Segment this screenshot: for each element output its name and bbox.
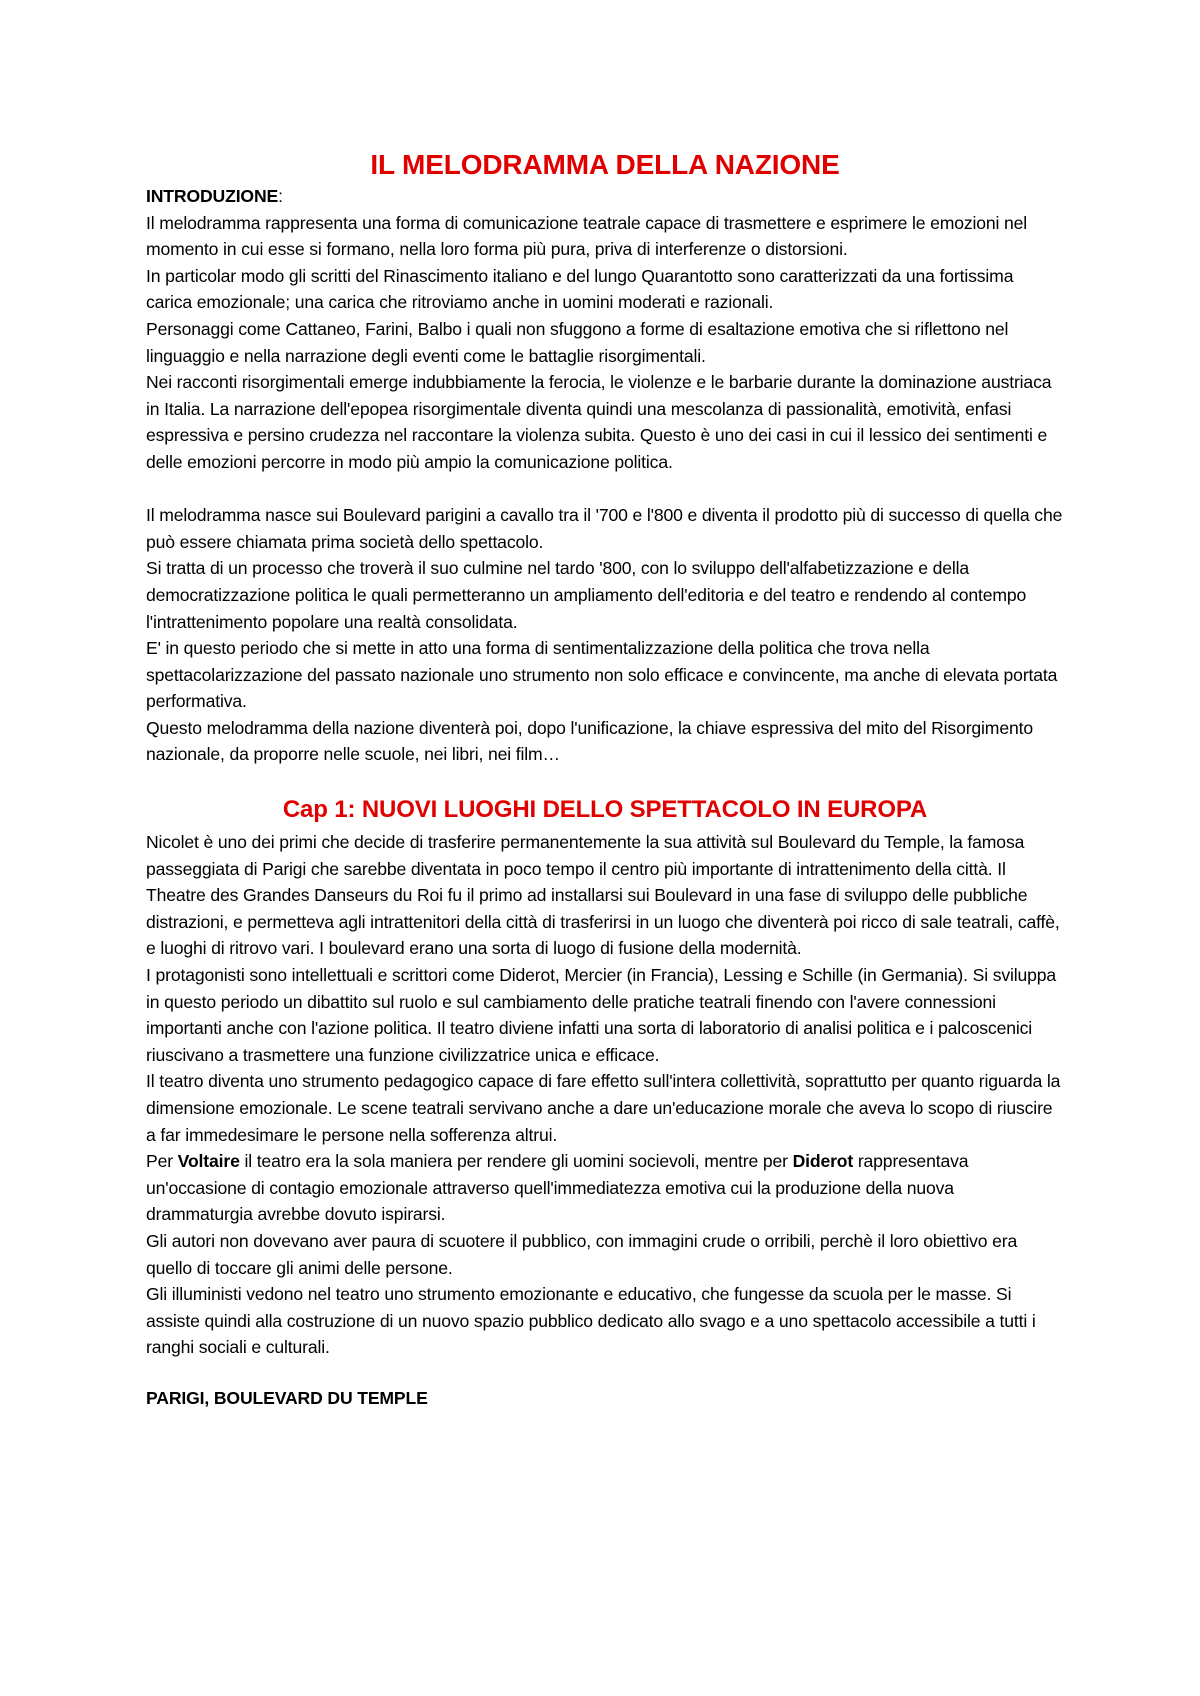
text-run: il teatro era la sola maniera per rendere gli uomini socievoli, mentre per bbox=[239, 1151, 793, 1172]
chapter-paragraph: Gli illuministi vedono nel teatro uno strumento emozionante e educativo, che fungesse da scuola per le masse. Si assiste quindi alla costruzione di un nuovo spazio pubblico dedicato allo svago e a uno spettacolo accessibile a tutti i ranghi sociali e culturali. bbox=[146, 1284, 1036, 1358]
name-diderot: Diderot bbox=[792, 1151, 854, 1172]
chapter-paragraph: Il teatro diventa uno strumento pedagogico capace di fare effetto sull'intera collettività, soprattutto per quanto riguarda la dimensione emozionale. Le scene teatrali servivano anche a dare un'educazione morale che aveva lo scopo di riuscire a far immedesimare le persone nella sofferenza altrui. bbox=[146, 1071, 1061, 1145]
chapter-paragraph-voltaire bbox=[146, 1148, 1064, 1228]
intro-paragraph: Personaggi come Cattaneo, Farini, Balbo i quali non sfuggono a forme di esaltazione emotiva che si riflettono nel linguaggio e nella narrazione degli eventi come le battaglie risorgimentali. bbox=[146, 318, 1009, 366]
chapter-paragraph: I protagonisti sono intellettuali e scrittori come Diderot, Mercier (in Francia), Lessing e Schille (in Germania). Si sviluppa in questo periodo un dibattito sul ruolo e sul cambiamento delle pratiche teatrali finendo con l'avere connessioni importanti anche con l'azione politica. Il teatro diviene infatti una sorta di laboratorio di analisi politica e i palcoscenici riuscivano a trasmettere una funzione civilizzatrice unica e efficace. bbox=[146, 965, 1057, 1065]
intro-paragraph: In particolar modo gli scritti del Rinascimento italiano e del lungo Quarantotto sono caratterizzati da una fortissima carica emozionale; una carica che ritroviamo anche in uomini moderati e razionali. bbox=[146, 265, 1014, 313]
intro-paragraph: Il melodramma nasce sui Boulevard parigini a cavallo tra il '700 e l'800 e diventa il prodotto più di successo di quella che può essere chiamata prima società dello spettacolo. bbox=[146, 505, 1063, 552]
chapter-title: Cap 1: NUOVI LUOGHI DELLO SPETTACOLO IN EUROPA bbox=[282, 796, 928, 824]
text-run: Per bbox=[146, 1151, 178, 1172]
intro-paragraph: Si tratta di un processo che troverà il suo culmine nel tardo '800, con lo sviluppo dell'alfabetizzazione e della democratizzazione politica le quali permetteranno un ampliamento dell'editoria e del teatro e rendendo al contempo l'intrattenimento popolare una realtà consolidata. bbox=[146, 558, 1027, 632]
intro-heading-text: INTRODUZIONE bbox=[146, 186, 279, 206]
intro-heading-colon: : bbox=[278, 186, 283, 206]
document-title: IL MELODRAMMA DELLA NAZIONE bbox=[370, 149, 840, 180]
intro-paragraph: Questo melodramma della nazione diventerà poi, dopo l'unificazione, la chiave espressiva del mito del Risorgimento nazionale, da proporre nelle scuole, nei libri, nei film… bbox=[146, 717, 1033, 765]
name-voltaire: Voltaire bbox=[177, 1151, 240, 1172]
intro-paragraph: Il melodramma rappresenta una forma di comunicazione teatrale capace di trasmettere e esprimere le emozioni nel momento in cui esse si formano, nella loro forma più pura, priva di interferenze o distorsioni. bbox=[146, 212, 1028, 260]
chapter-paragraph: Nicolet è uno dei primi che decide di trasferire permanentemente la sua attività sul Boulevard du Temple, la famosa passeggiata di Parigi che sarebbe diventata in poco tempo il centro più importante di intrattenimento della città. Il Theatre des Grandes Danseurs du Roi fu il primo ad installarsi sui Boulevard in una fase di sviluppo delle pubbliche distrazioni, e permetteva agli intrattenitori della città di trasferirsi in un luogo che diventerà poi ricco di sale teatrali, caffè, e luoghi di ritrovo vari. I boulevard erano una sorta di luogo di fusione della modernità. bbox=[146, 832, 1060, 959]
intro-paragraph: Nei racconti risorgimentali emerge indubbiamente la ferocia, le violenze e le barbarie durante la dominazione austriaca in Italia. La narrazione dell'epopea risorgimentale diventa quindi una mescolanza di passionalità, emotività, enfasi espressiva e persino crudezza nel raccontare la violenza subita. Questo è uno dei casi in cui il lessico dei sentimenti e delle emozioni percorre in modo più ampio la comunicazione politica. bbox=[146, 372, 1052, 472]
chapter-paragraph: Gli autori non dovevano aver paura di scuotere il pubblico, con immagini crude o orribili, perchè il loro obiettivo era quello di toccare gli animi delle persone. bbox=[146, 1230, 1018, 1278]
intro-paragraph: E' in questo periodo che si mette in atto una forma di sentimentalizzazione della politica che trova nella spettacolarizzazione del passato nazionale uno strumento non solo efficace e convincente, ma anche di elevata portata performativa. bbox=[146, 638, 1058, 712]
text-run: rappresentava un'occasione di contagio emozionale attraverso quell'immediatezza emotiva cui la produzione della nuova drammaturgia avrebbe dovuto ispirarsi. bbox=[146, 1151, 969, 1225]
section-heading-paris: PARIGI, BOULEVARD DU TEMPLE bbox=[146, 1387, 428, 1408]
document-body bbox=[146, 148, 1064, 1412]
intro-heading bbox=[146, 183, 1064, 210]
